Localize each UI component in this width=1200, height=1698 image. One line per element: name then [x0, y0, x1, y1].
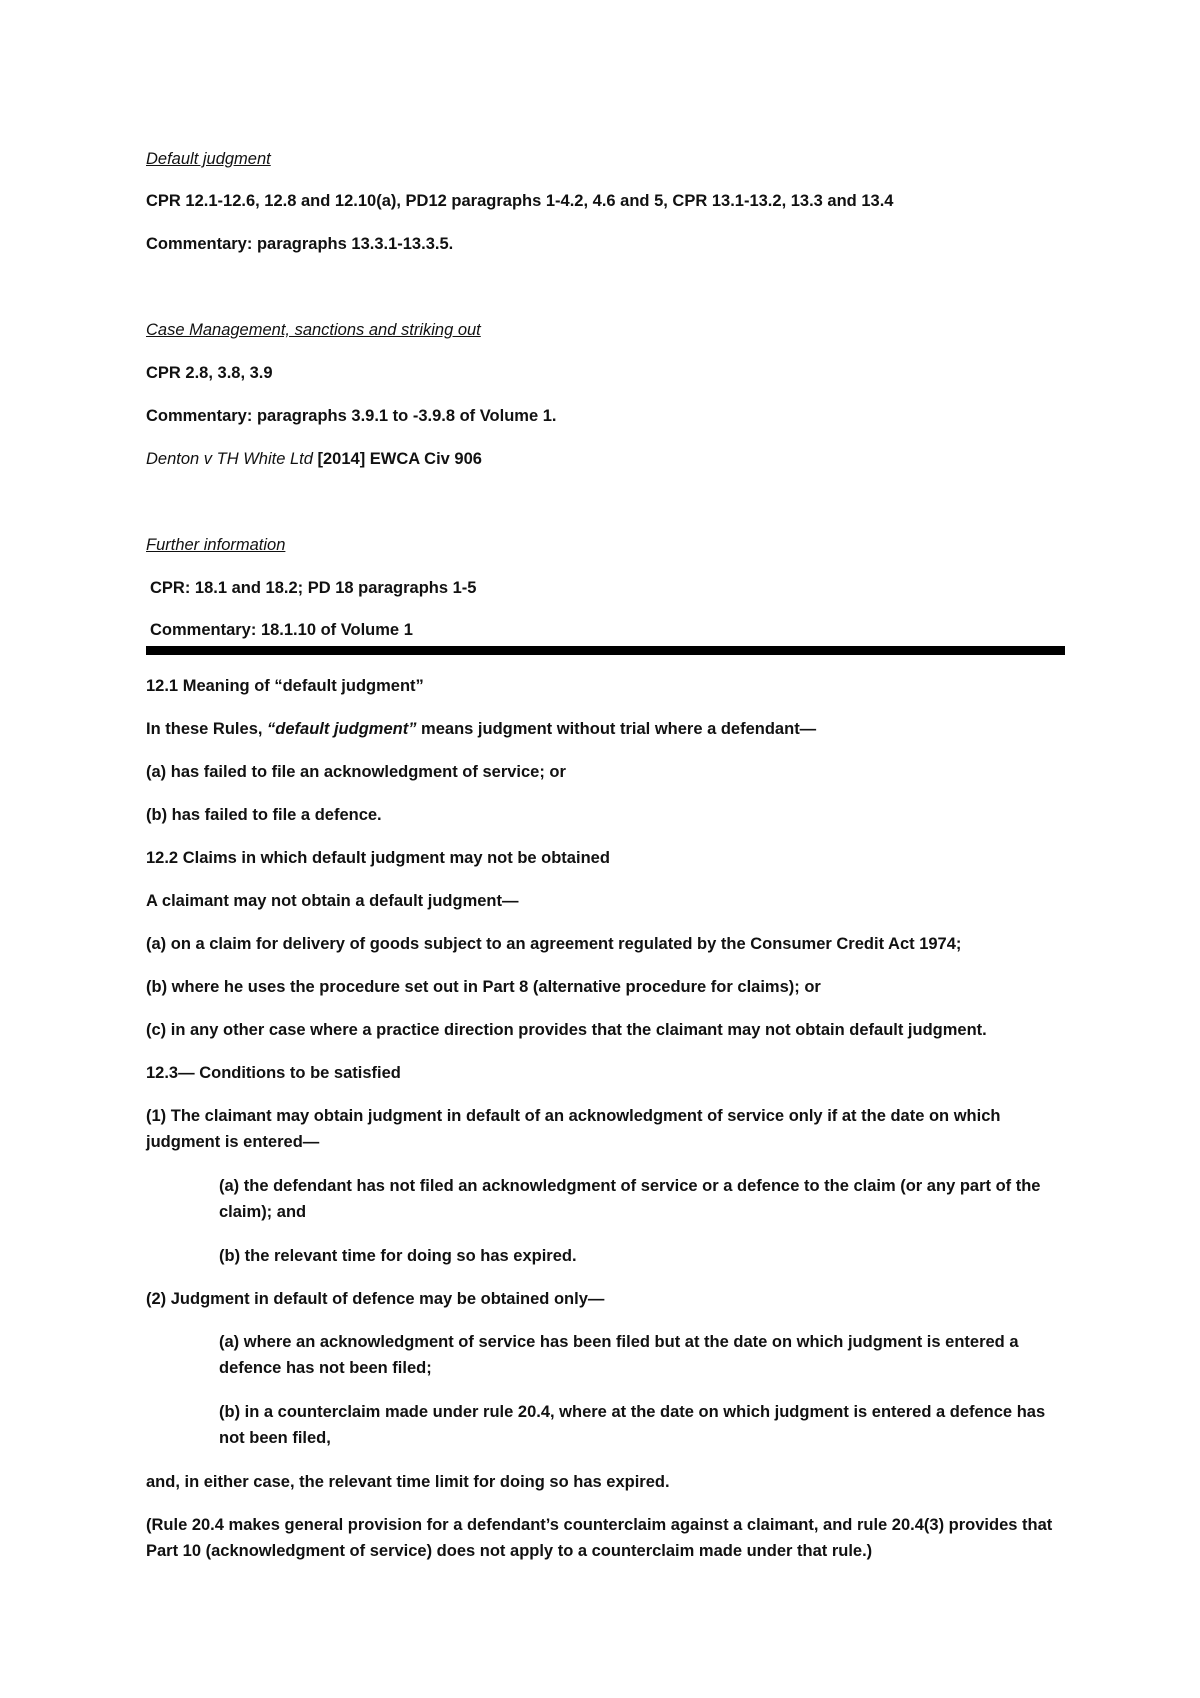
rule-12-3-note: (Rule 20.4 makes general provision for a defendant’s counterclaim against a claimant, and rule 20.4(3) provides that Part 10 (acknowledgment of service) does not apply to a counterclaim made under that rule.) [146, 1516, 1053, 1560]
section-heading-case-management: Case Management, sanctions and striking out [146, 321, 481, 339]
rule-12-3-paragraph-1: (1) The claimant may obtain judgment in default of an acknowledgment of service only if at the date on which judgment is entered— [146, 1107, 1001, 1151]
rule-12-2-item-a: (a) on a claim for delivery of goods subject to an agreement regulated by the Consumer Credit Act 1974; [146, 935, 962, 953]
section-divider-rule [146, 646, 1065, 655]
default-judgment-cpr-references: CPR 12.1-12.6, 12.8 and 12.10(a), PD12 paragraphs 1-4.2, 4.6 and 5, CPR 13.1-13.2, 13.3 and 13.4 [146, 192, 894, 210]
case-management-cpr-references: CPR 2.8, 3.8, 3.9 [146, 364, 273, 382]
rule-12-3-paragraph-1a: (a) the defendant has not filed an acknowledgment of service or a defence to the claim (or any part of the claim); and [219, 1177, 1041, 1221]
rule-12-1-intro-suffix: means judgment without trial where a defendant— [416, 720, 817, 738]
rule-12-3-paragraph-2a: (a) where an acknowledgment of service has been filed but at the date on which judgment is entered a defence has not been filed; [219, 1333, 1019, 1377]
rule-12-1-defined-term: “default judgment” [267, 720, 417, 738]
rule-12-3-closing: and, in either case, the relevant time limit for doing so has expired. [146, 1473, 670, 1491]
rule-12-1-intro [146, 716, 1066, 742]
rule-12-1-item-b: (b) has failed to file a defence. [146, 806, 382, 824]
rule-12-1-intro-prefix: In these Rules, [146, 720, 268, 738]
case-name: Denton v TH White Ltd [146, 450, 313, 468]
section-heading-further-information: Further information [146, 536, 286, 554]
further-information-commentary: Commentary: 18.1.10 of Volume 1 [150, 621, 413, 639]
rule-12-2-intro: A claimant may not obtain a default judgment— [146, 892, 519, 910]
rule-12-2-title: 12.2 Claims in which default judgment may not be obtained [146, 849, 610, 867]
rule-12-3-paragraph-2b: (b) in a counterclaim made under rule 20.4, where at the date on which judgment is entered a defence has not been filed, [219, 1403, 1046, 1447]
rule-12-3-paragraph-2: (2) Judgment in default of defence may be obtained only— [146, 1290, 605, 1308]
rule-12-2-item-b: (b) where he uses the procedure set out in Part 8 (alternative procedure for claims); or [146, 978, 821, 996]
rule-12-1-item-a: (a) has failed to file an acknowledgment of service; or [146, 763, 566, 781]
section-heading-default-judgment: Default judgment [146, 150, 271, 168]
case-citation-reference: [2014] EWCA Civ 906 [312, 450, 482, 468]
case-citation [146, 446, 1066, 472]
case-management-commentary: Commentary: paragraphs 3.9.1 to -3.9.8 of Volume 1. [146, 407, 557, 425]
rule-12-1-title: 12.1 Meaning of “default judgment” [146, 677, 424, 695]
rule-12-3-paragraph-1b: (b) the relevant time for doing so has expired. [219, 1247, 577, 1265]
rule-12-3-title: 12.3— Conditions to be satisfied [146, 1064, 401, 1082]
default-judgment-commentary: Commentary: paragraphs 13.3.1-13.3.5. [146, 235, 454, 253]
further-information-cpr-references: CPR: 18.1 and 18.2; PD 18 paragraphs 1-5 [150, 579, 477, 597]
rule-12-2-item-c: (c) in any other case where a practice direction provides that the claimant may not obtain default judgment. [146, 1021, 987, 1039]
